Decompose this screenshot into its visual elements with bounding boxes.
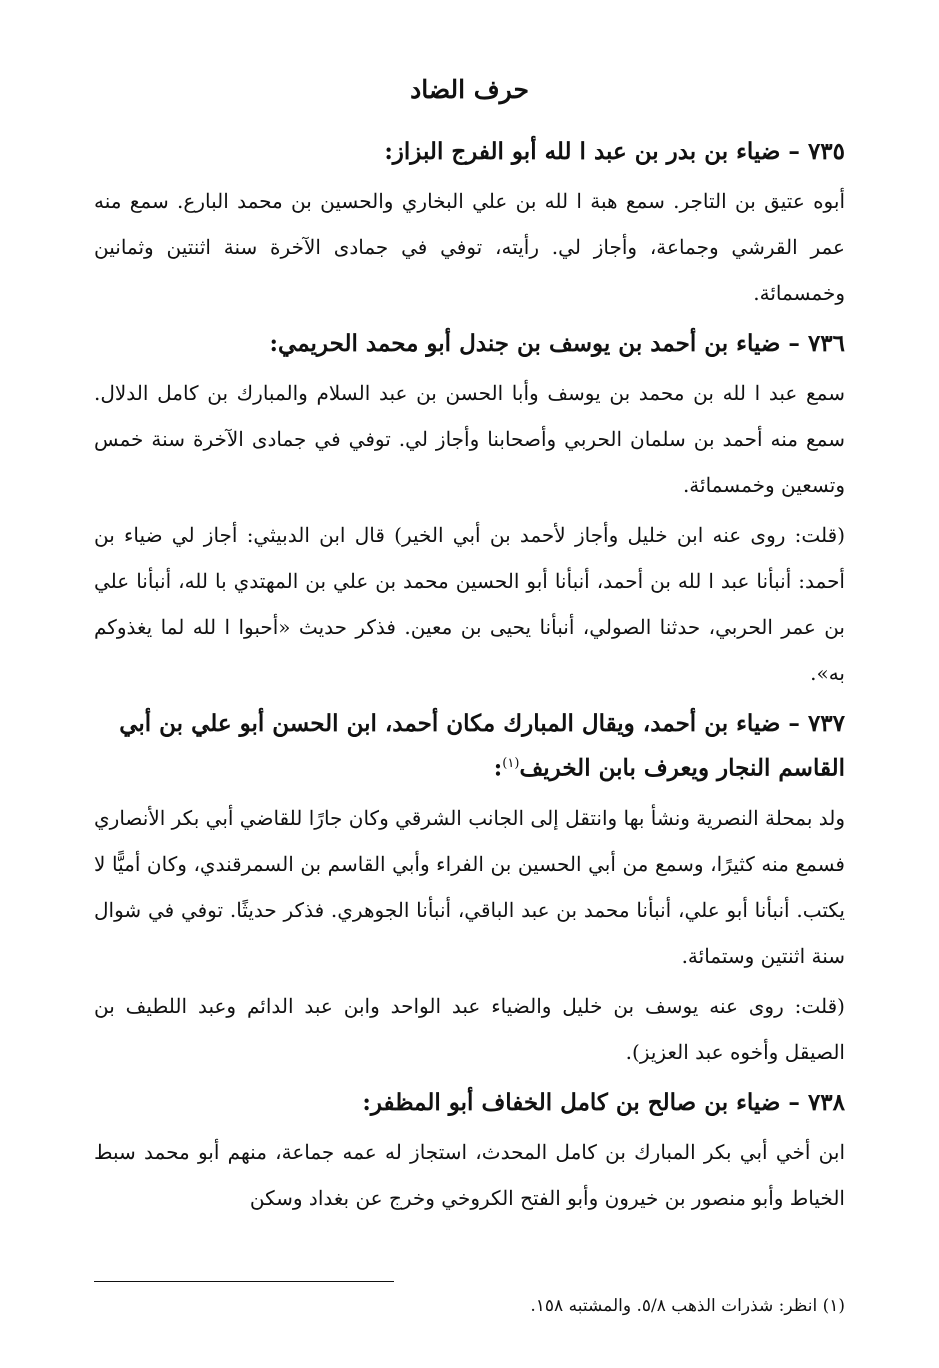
entry-title: ضياء بن أحمد، ويقال المبارك مكان أحمد، ابن الحسن أبو علي بن أبي القاسم النجار ويعرف بابن الخريف — [119, 710, 845, 782]
biography-entry — [94, 704, 845, 1075]
entry-paragraph: ابن أخي أبي بكر المبارك بن كامل المحدث، استجاز له عمه جماعة، منهم أبو محمد سبط الخياط وأبو منصور بن خيرون وأبو الفتح الكروخي وخرج عن بغداد وسكن — [94, 1139, 845, 1210]
entry-paragraph: أبوه عتيق بن التاجر. سمع هبة ا لله بن علي البخاري والحسين بن محمد البارع. سمع منه عمر القرشي وجماعة، وأجاز لي. رأيته، توفي في جمادى الآخرة سنة اثنتين وثمانين وخمسمائة. — [94, 189, 845, 305]
entry-heading — [94, 324, 845, 364]
entry-paragraph: (قلت: روى عنه يوسف بن خليل والضياء عبد الواحد وابن عبد الدائم وعبد اللطيف بن الصيقل وأخوه عبد العزيز). — [94, 993, 845, 1064]
footnote-divider — [94, 1281, 394, 1282]
biography-entry — [94, 324, 845, 696]
entry-heading — [94, 704, 845, 789]
footnote-marker: (١) — [502, 756, 520, 771]
entry-number: ٧٣٥ – — [788, 138, 845, 165]
footnote: (١) انظر: شذرات الذهب ٥/٨. والمشتبه ١٥٨. — [530, 1296, 845, 1316]
biography-entry — [94, 132, 845, 316]
entry-paragraph: (قلت: روى عنه ابن خليل وأجاز لأحمد بن أبي الخير) قال ابن الدبيثي: أجاز لي ضياء بن أحمد: أنبأنا عبد ا لله بن أحمد، أنبأنا أبو الحسين محمد بن علي بن المهتدي با لله، أنبأنا علي بن عمر الحربي، حدثنا الصولي، أنبأنا يحيى بن معين. فذكر حديث «أحبوا ا لله لما يغذوكم به». — [94, 523, 845, 685]
chapter-title: حرف الضاد — [410, 75, 529, 104]
biography-entry — [94, 1083, 845, 1221]
entry-heading — [94, 1083, 845, 1123]
entry-title-tail: : — [493, 754, 503, 782]
entry-number: ٧٣٧ – — [788, 710, 845, 737]
entry-title: ضياء بن صالح بن كامل الخفاف أبو المظفر: — [362, 1088, 781, 1116]
entry-number: ٧٣٦ – — [788, 330, 845, 357]
entry-title: ضياء بن بدر بن عبد ا لله أبو الفرج البزاز: — [384, 138, 781, 165]
entry-heading — [94, 132, 845, 172]
entry-number: ٧٣٨ – — [788, 1088, 845, 1116]
entry-paragraph: ولد بمحلة النصرية ونشأ بها وانتقل إلى الجانب الشرقي وكان جارًا للقاضي أبي بكر الأنصاري فسمع منه كثيرًا، وسمع من أبي الحسين بن الفراء وأبي القاسم بن السمرقندي، وكان أميًّا لا يكتب. أنبأنا أبو علي، أنبأنا محمد بن عبد الباقي، أنبأنا الجوهري. فذكر حديثًا. توفي في شوال سنة اثنتين وستمائة. — [94, 805, 845, 968]
entry-paragraph: سمع عبد ا لله بن محمد بن يوسف وأبا الحسن بن عبد السلام والمبارك بن كامل الدلال. سمع منه أحمد بن سلمان الحربي وأصحابنا وأجاز لي. توفي في جمادى الآخرة سنة خمس وتسعين وخمسمائة. — [94, 381, 845, 497]
entries-container — [94, 132, 845, 1221]
entry-title: ضياء بن أحمد بن يوسف بن جندل أبو محمد الحريمي: — [269, 330, 781, 357]
